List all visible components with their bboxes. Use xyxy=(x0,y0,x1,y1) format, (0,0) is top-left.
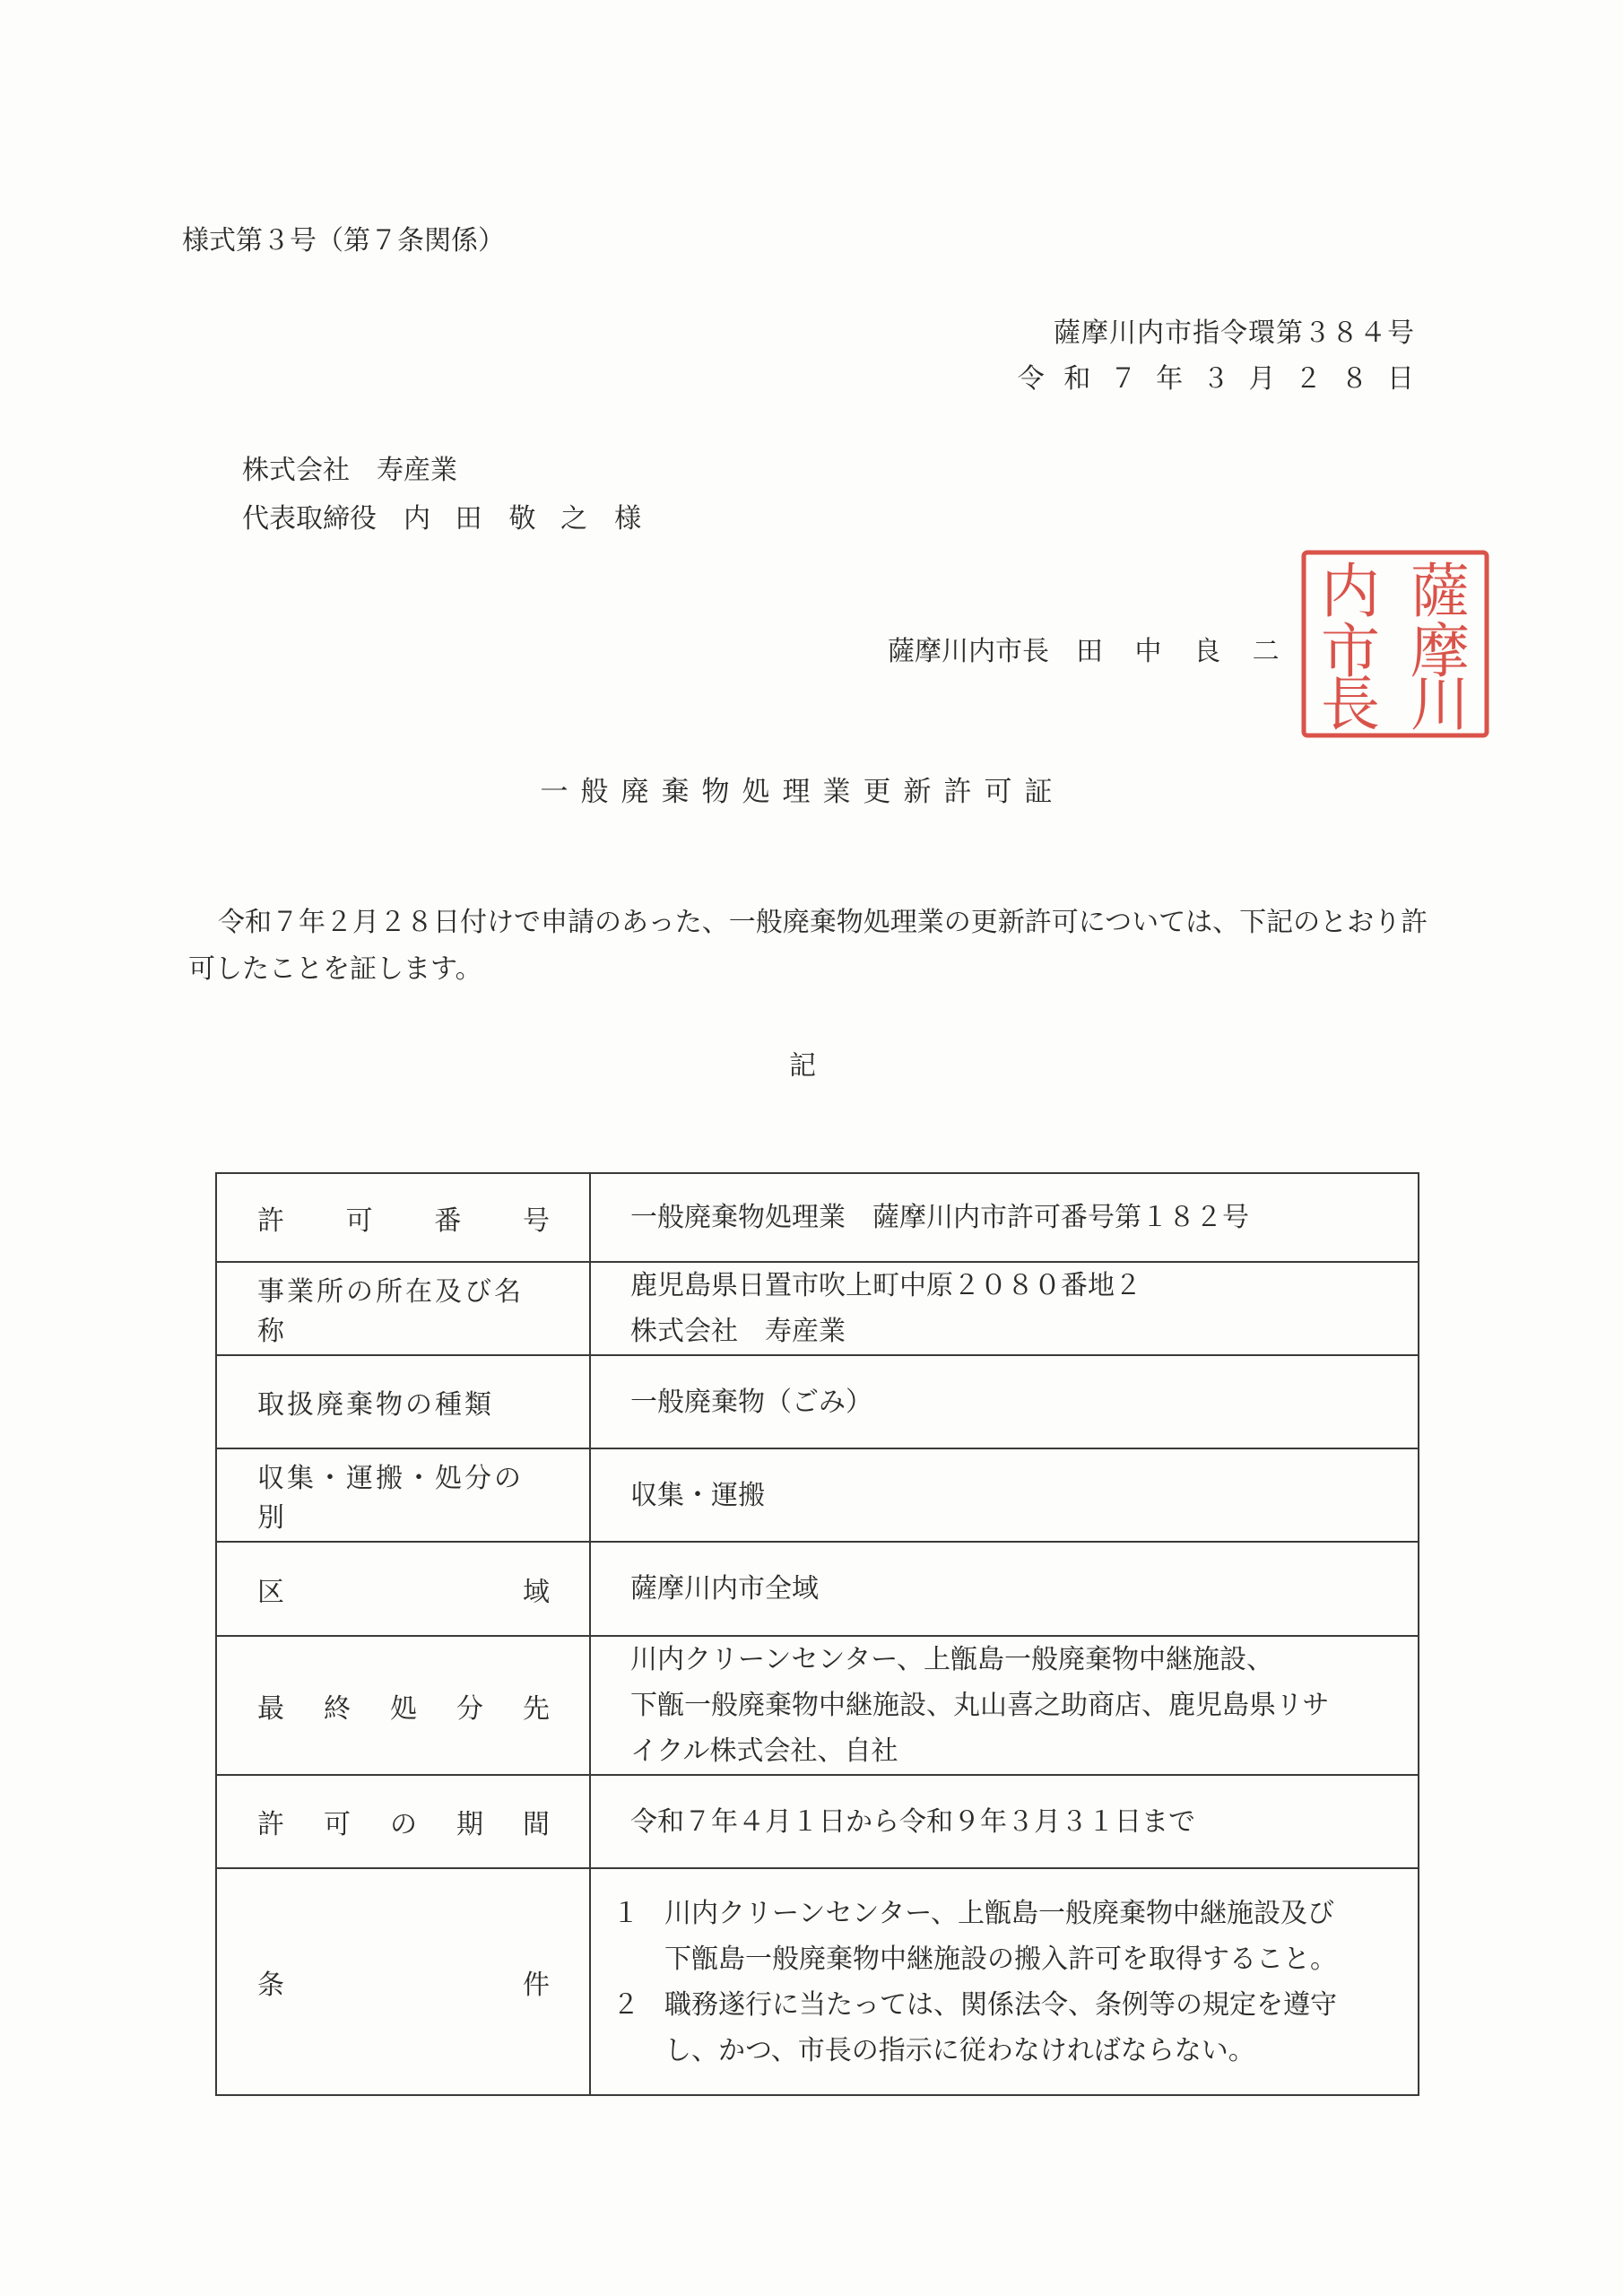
recipient-name: 代表取締役 内 田 敬 之 様 xyxy=(242,503,642,535)
row-label-char: 終 xyxy=(324,1692,351,1725)
row-label-char: 期 xyxy=(456,1809,483,1840)
condition-item xyxy=(612,1982,1403,2074)
seal-character: 薩 xyxy=(1410,557,1470,626)
table-row xyxy=(216,1448,1419,1542)
permit-details-table xyxy=(215,1172,1419,2096)
table-row xyxy=(216,1542,1419,1636)
row-value-line: 鹿児島県日置市吹上町中原２０８０番地２ xyxy=(630,1270,1141,1301)
condition-number: １ xyxy=(612,1897,639,1929)
row-value-line: 一般廃棄物（ごみ） xyxy=(630,1386,872,1418)
seal-character: 摩 xyxy=(1410,617,1470,686)
row-label-char: 可 xyxy=(324,1809,351,1840)
table-row xyxy=(216,1636,1419,1775)
condition-number: ２ xyxy=(612,1988,639,2021)
row-value xyxy=(590,1542,1419,1636)
seal-character: 内 xyxy=(1321,557,1380,626)
row-label xyxy=(216,1355,590,1448)
row-label xyxy=(216,1775,590,1868)
row-label-char: 最 xyxy=(257,1692,284,1725)
row-value-line: 川内クリーンセンター、上甑島一般廃棄物中継施設、 xyxy=(630,1644,1273,1675)
row-label-char: 区 xyxy=(257,1576,284,1608)
condition-item xyxy=(612,1891,1403,1982)
table-row xyxy=(216,1868,1419,2095)
row-value-line: 株式会社 寿産業 xyxy=(630,1316,846,1347)
seal-character: 川 xyxy=(1410,670,1470,739)
row-value-line: 下甑一般廃棄物中継施設、丸山喜之助商店、鹿児島県リサ xyxy=(630,1690,1330,1721)
condition-line: 川内クリーンセンター、上甑島一般廃棄物中継施設及び xyxy=(664,1897,1334,1929)
document-number: 薩摩川内市指令環第３８４号 xyxy=(1054,317,1415,349)
row-value xyxy=(590,1448,1419,1542)
row-label xyxy=(216,1636,590,1775)
document-date: 令 和 ７ 年 ３ 月 ２ ８ 日 xyxy=(1017,363,1415,395)
row-value-line: 令和７年４月１日から令和９年３月３１日まで xyxy=(630,1805,1195,1838)
row-label-char: 号 xyxy=(522,1205,550,1237)
seal-character: 市 xyxy=(1321,617,1380,686)
row-value-line: 収集・運搬 xyxy=(630,1479,765,1511)
row-label xyxy=(216,1542,590,1636)
table-row xyxy=(216,1173,1419,1262)
row-value-line: 一般廃棄物処理業 薩摩川内市許可番号第１８２号 xyxy=(630,1202,1249,1233)
row-label-text: 収集・運搬・処分の別 xyxy=(257,1463,524,1534)
row-label-text: 事業所の所在及び名称 xyxy=(257,1276,524,1347)
row-label-char: の xyxy=(390,1809,417,1840)
condition-line: 下甑島一般廃棄物中継施設の搬入許可を取得すること。 xyxy=(664,1943,1337,1975)
row-label-char: 条 xyxy=(257,1969,284,2001)
issuer-name: 薩摩川内市長 田 中 良 二 xyxy=(888,636,1280,667)
table-row xyxy=(216,1355,1419,1448)
seal-character: 長 xyxy=(1321,670,1380,739)
row-label-char: 件 xyxy=(523,1969,550,2001)
table-row xyxy=(216,1262,1419,1355)
row-label-char: 番 xyxy=(434,1205,462,1237)
row-value xyxy=(590,1262,1419,1355)
document-title: 一般廃棄物処理業更新許可証 xyxy=(540,776,1065,808)
row-label-char: 間 xyxy=(523,1809,550,1840)
official-seal-stamp xyxy=(1300,549,1490,739)
row-value-line: イクル株式会社、自社 xyxy=(630,1735,898,1767)
condition-line: 職務遂行に当たっては、関係法令、条例等の規定を遵守 xyxy=(664,1988,1337,2021)
table-row xyxy=(216,1775,1419,1868)
row-value xyxy=(590,1868,1419,2095)
row-label-char: 先 xyxy=(523,1692,550,1725)
row-label-char: 可 xyxy=(345,1205,373,1237)
row-label xyxy=(216,1448,590,1542)
row-label-char: 許 xyxy=(257,1809,284,1840)
row-label xyxy=(216,1173,590,1262)
form-label: 様式第３号（第７条関係） xyxy=(182,225,505,257)
body-text: 令和７年２月２８日付けで申請のあった、一般廃棄物処理業の更新許可については、下記のとおり許可したことを証します。 xyxy=(188,907,1428,985)
row-value xyxy=(590,1636,1419,1775)
row-value xyxy=(590,1775,1419,1868)
row-label-text: 取扱廃棄物の種類 xyxy=(257,1389,494,1421)
row-value-line: 薩摩川内市全域 xyxy=(630,1573,819,1605)
row-label xyxy=(216,1868,590,2095)
row-value xyxy=(590,1355,1419,1448)
recipient-company: 株式会社 寿産業 xyxy=(242,455,457,486)
row-label xyxy=(216,1262,590,1355)
row-label-char: 処 xyxy=(390,1692,417,1725)
row-label-char: 許 xyxy=(257,1205,284,1237)
row-label-char: 域 xyxy=(523,1576,550,1608)
row-value xyxy=(590,1173,1419,1262)
ki-heading: 記 xyxy=(789,1050,816,1082)
condition-line: し、かつ、市長の指示に従わなければならない。 xyxy=(664,2034,1255,2066)
row-label-char: 分 xyxy=(456,1692,483,1725)
